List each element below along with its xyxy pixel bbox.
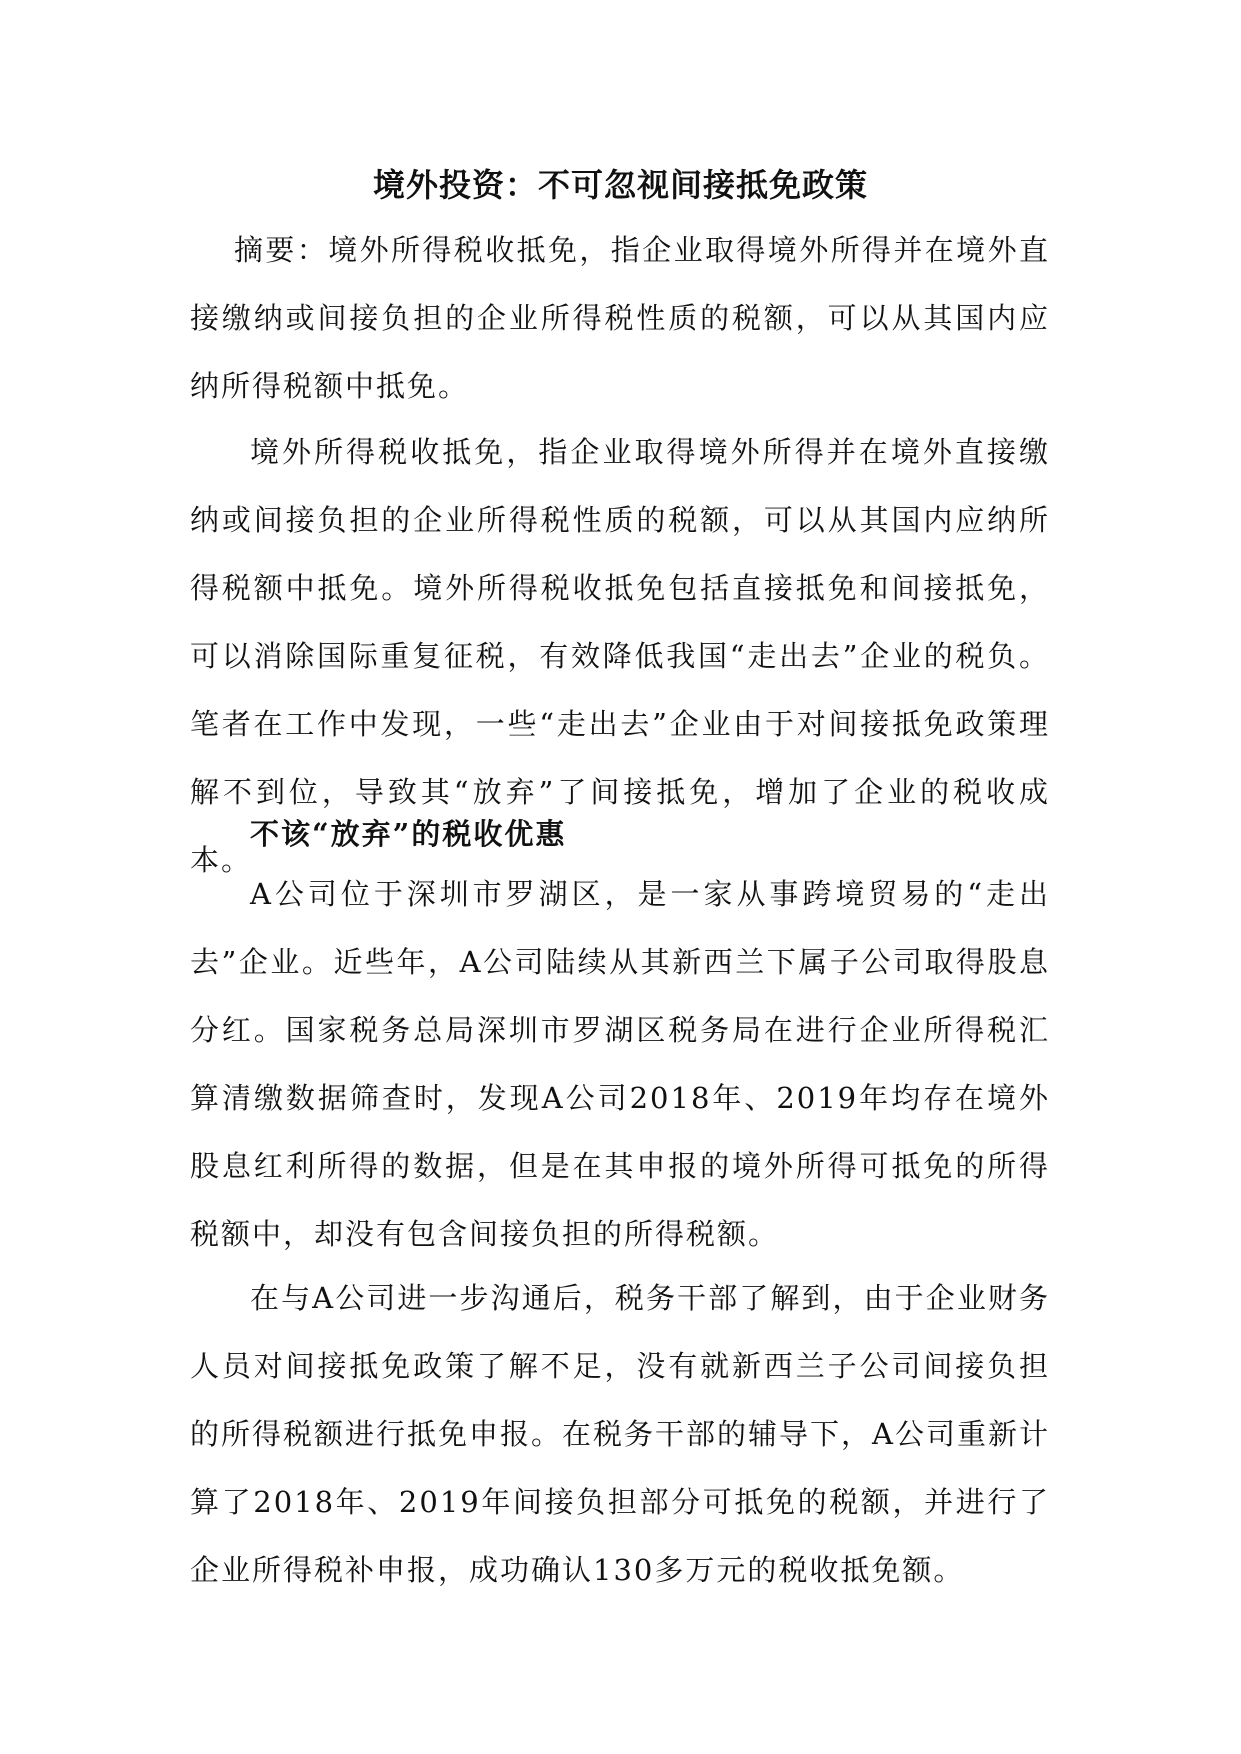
body-paragraph-3: 在与A公司进一步沟通后，税务干部了解到，由于企业财务人员对间接抵免政策了解不足，没有就新西兰子公司间接负担的所得税额进行抵免申报。在税务干部的辅导下，A公司重新计算了2018年、2019年间接负担部分可抵免的税额，并进行了企业所得税补申报，成功确认130多万元的税收抵免额。	[190, 1281, 1050, 1587]
section-heading: 不该“放弃”的税收优惠	[250, 817, 567, 851]
document-title: 境外投资：不可忽视间接抵免政策	[372, 166, 868, 204]
body-paragraph-1: 境外所得税收抵免，指企业取得境外所得并在境外直接缴纳或间接负担的企业所得税性质的税额，可以从其国内应纳所得税额中抵免。境外所得税收抵免包括直接抵免和间接抵免，可以消除国际重复征税，有效降低我国“走出去”企业的税负。笔者在工作中发现，一些“走出去”企业由于对间接抵免政策理解不到位，导致其“放弃”了间接抵免，增加了企业的税收成本。	[190, 435, 1050, 877]
abstract-paragraph: 摘要：境外所得税收抵免，指企业取得境外所得并在境外直接缴纳或间接负担的企业所得税性质的税额，可以从其国内应纳所得税额中抵免。	[190, 233, 1050, 403]
body-paragraph-2: A公司位于深圳市罗湖区，是一家从事跨境贸易的“走出去”企业。近些年，A公司陆续从其新西兰下属子公司取得股息分红。国家税务总局深圳市罗湖区税务局在进行企业所得税汇算清缴数据筛查时，发现A公司2018年、2019年均存在境外股息红利所得的数据，但是在其申报的境外所得可抵免的所得税额中，却没有包含间接负担的所得税额。	[190, 877, 1050, 1251]
